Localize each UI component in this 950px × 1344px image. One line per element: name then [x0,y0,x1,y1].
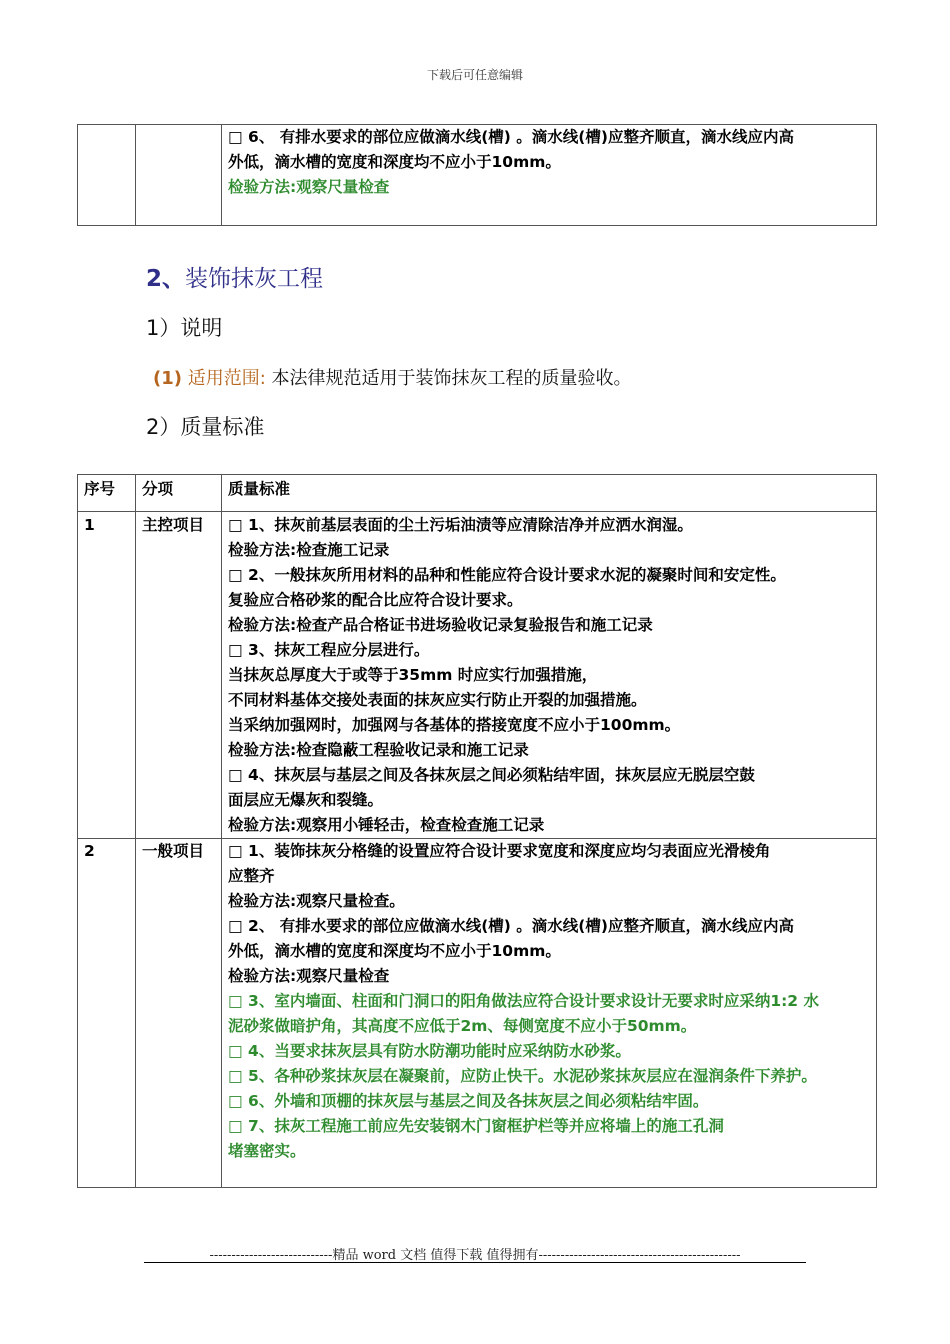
standard-line: □ 7、抹灰工程施工前应先安装钢木门窗框护栏等并应将墙上的施工孔洞 [228,1117,724,1135]
category-cell [136,125,222,226]
subheading-quality-standards: 2）质量标准 [146,415,265,439]
standard-line: 检验方法:观察尺量检查。 [228,892,405,910]
number-cell: 1 [78,512,136,839]
footer-rule [144,1262,806,1263]
category-cell: 主控项目 [136,512,222,839]
standard-line: □ 4、抹灰层与基层之间及各抹灰层之间必须粘结牢固，抹灰层应无脱层空鼓 [228,766,755,784]
quality-standards-table [77,474,877,1188]
standard-line: 检验方法:检查产品合格证书进场验收记录复验报告和施工记录 [228,616,653,634]
standard-cell [222,125,877,226]
standard-line: 外低，滴水槽的宽度和深度均不应小于10mm。 [228,942,561,960]
standard-line: □ 1、抹灰前基层表面的尘土污垢油渍等应清除洁净并应洒水润湿。 [228,516,693,534]
standard-line: 堵塞密实。 [228,1142,306,1160]
standard-line: 不同材料基体交接处表面的抹灰应实行防止开裂的加强措施。 [228,691,647,709]
category-cell: 一般项目 [136,839,222,1188]
number-cell: 2 [78,839,136,1188]
table-row [78,839,877,1188]
standard-line: □ 5、各种砂浆抹灰层在凝聚前，应防止快干。水泥砂浆抹灰层应在湿润条件下养护。 [228,1067,817,1085]
section-title [146,260,323,293]
header-standard: 质量标准 [222,475,877,512]
table-row [78,125,877,226]
standard-line: □ 2、一般抹灰所用材料的品种和性能应符合设计要求水泥的凝聚时间和安定性。 [228,566,786,584]
inspection-method-line: 检验方法:观察尺量检查 [228,178,390,196]
continued-standards-table [77,124,877,226]
number-cell [78,125,136,226]
standard-line: □ 4、当要求抹灰层具有防水防潮功能时应采纳防水砂浆。 [228,1042,631,1060]
standard-line: □ 3、室内墙面、柱面和门洞口的阳角做法应符合设计要求设计无要求时应采纳1:2 水 [228,992,819,1010]
standard-line: 外低，滴水槽的宽度和深度均不应小于10mm。 [228,153,561,171]
table-header-row [78,475,877,512]
header-category: 分项 [136,475,222,512]
standard-line: □ 6、 有排水要求的部位应做滴水线(槽) 。滴水线(槽)应整齐顺直，滴水线应内高 [228,128,794,146]
table-row [78,512,877,839]
header-note: 下载后可任意编辑 [426,68,523,82]
standard-line: 泥砂浆做暗护角，其高度不应低于2m、每侧宽度不应小于50mm。 [228,1017,697,1035]
section-number: 2、 [146,266,186,292]
standard-line: □ 3、抹灰工程应分层进行。 [228,641,430,659]
scope-text: 本法律规范适用于装饰抹灰工程的质量验收。 [265,368,632,389]
standard-line: 检验方法:检查施工记录 [228,541,390,559]
footer-note: ----------------------------精品 word 文档 值得下载 值得拥有---------------------------------------------- [209,1248,741,1263]
standard-line: 检验方法:观察用小锤轻击，检查检查施工记录 [228,816,545,834]
standard-line: 当抹灰总厚度大于或等于35mm 时应实行加强措施， [228,666,598,684]
scope-number: (1) [153,368,182,389]
subheading-description: 1）说明 [146,316,223,340]
standard-cell [222,839,877,1188]
scope-label: 适用范围: [187,368,266,389]
standard-line: 当采纳加强网时，加强网与各基体的搭接宽度不应小于100mm。 [228,716,681,734]
standard-cell [222,512,877,839]
standard-line: 应整齐 [228,867,275,885]
standard-line: 检验方法:观察尺量检查 [228,967,390,985]
standard-line: □ 6、外墙和顶棚的抹灰层与基层之间及各抹灰层之间必须粘结牢固。 [228,1092,709,1110]
standard-line: □ 2、 有排水要求的部位应做滴水线(槽) 。滴水线(槽)应整齐顺直，滴水线应内高 [228,917,794,935]
standard-line: 检验方法:检查隐蔽工程验收记录和施工记录 [228,741,529,759]
scope-paragraph [153,364,632,390]
header-number: 序号 [78,475,136,512]
standard-line: □ 1、装饰抹灰分格缝的设置应符合设计要求宽度和深度应均匀表面应光滑棱角 [228,842,771,860]
standard-line: 复验应合格砂浆的配合比应符合设计要求。 [228,591,523,609]
standard-line: 面层应无爆灰和裂缝。 [228,791,384,809]
section-title-text: 装饰抹灰工程 [185,266,324,292]
